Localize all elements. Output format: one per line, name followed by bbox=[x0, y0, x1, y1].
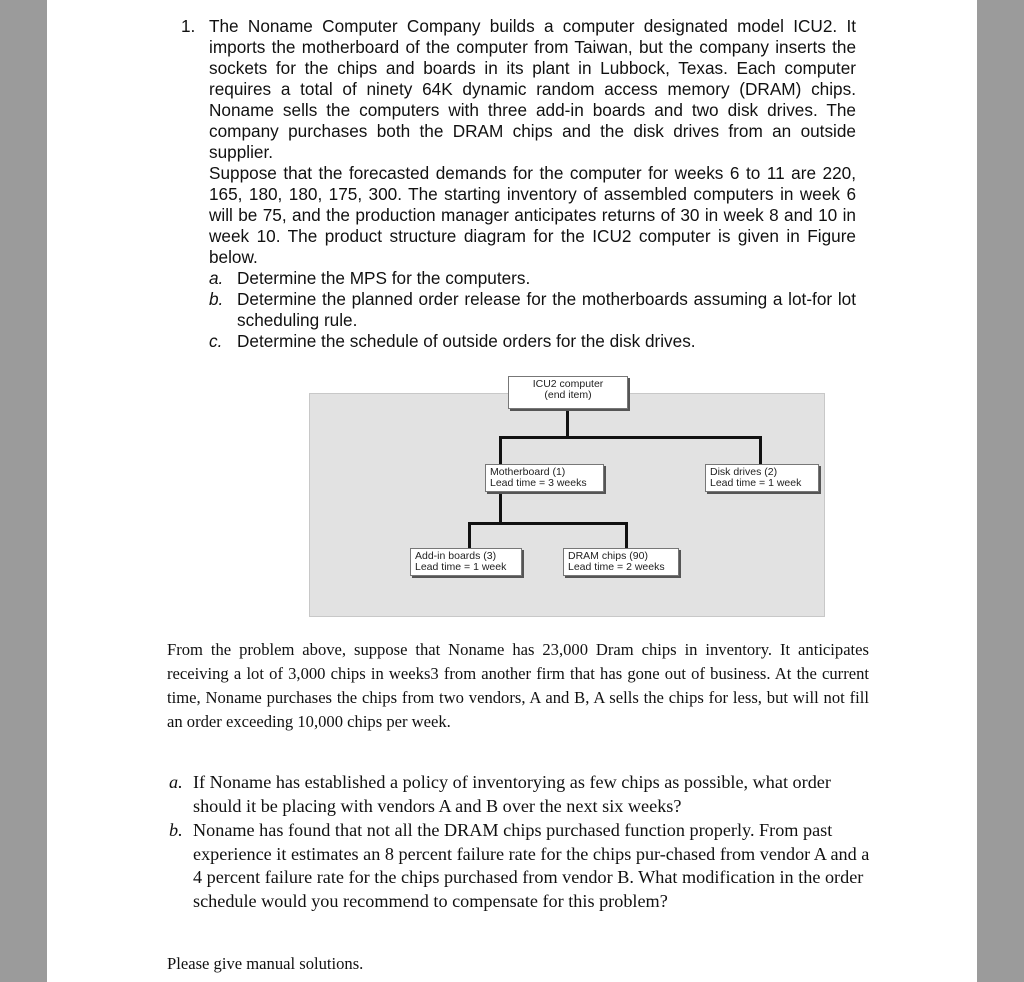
problem-paragraph-1: The Noname Computer Company builds a computer designated model ICU2. It imports the motherboard of the computer from Taiwan, but the company inserts the sockets for the chips and boards in its plant in Lubbock, Texas. Each computer requires a total of ninety 64K dynamic random access memory (DRAM) chips. Noname sells the computers with three add-in boards and two disk drives. The company purchases both the DRAM chips and the disk drives from an outside supplier. bbox=[209, 16, 856, 162]
document-page bbox=[47, 0, 977, 982]
problem-paragraph-2: Suppose that the forecasted demands for the computer for weeks 6 to 11 are 220, 165, 180, 180, 175, 300. The starting inventory of assembled computers in week 6 will be 75, and the production manager anticipates returns of 30 in week 8 and 10 in week 10. The product structure diagram for the ICU2 computer is given in Figure below. bbox=[209, 163, 856, 267]
connector-disk-up bbox=[759, 436, 762, 466]
connector-addin-up bbox=[468, 522, 471, 548]
subquestion-b: b. Determine the planned order release for the motherboards assuming a lot-for lot scheduling rule. bbox=[209, 289, 856, 330]
connector-motherboard-up bbox=[499, 436, 502, 466]
subquestion-c: c. Determine the schedule of outside orders for the disk drives. bbox=[209, 331, 696, 351]
product-structure-diagram bbox=[309, 378, 825, 617]
problem-2-paragraph: From the problem above, suppose that Noname has 23,000 Dram chips in inventory. It anticipates receiving a lot of 3,000 chips in weeks3 from another firm that has gone out of business. At the current time, Noname purchases the chips from two vendors, A and B, A sells the chips for less, but will not fill an order exceeding 10,000 chips per week. bbox=[167, 640, 869, 731]
node-icu2-computer: ICU2 computer (end item) bbox=[508, 376, 628, 409]
node-disk-drives: Disk drives (2) Lead time = 1 week bbox=[705, 464, 819, 492]
node-dram-chips: DRAM chips (90) Lead time = 2 weeks bbox=[563, 548, 679, 576]
problem-number: 1. bbox=[181, 16, 196, 36]
connector-dram-up bbox=[625, 522, 628, 548]
connector-level1-bar bbox=[499, 436, 762, 439]
connector-motherboard-down bbox=[499, 491, 502, 523]
question-b: b. Noname has found that not all the DRAM chips purchased function properly. From past experience it estimates an 8 percent failure rate for the chips pur-chased from vendor A and a 4 percent failure rate for the chips purchased from vendor B. What modification in the order schedule would you recommend to compensate for this problem? bbox=[169, 820, 870, 911]
connector-root-down bbox=[566, 409, 569, 437]
connector-level2-bar bbox=[468, 522, 628, 525]
problem-2-questions bbox=[169, 771, 874, 914]
node-addin-boards: Add-in boards (3) Lead time = 1 week bbox=[410, 548, 522, 576]
node-motherboard: Motherboard (1) Lead time = 3 weeks bbox=[485, 464, 604, 492]
subquestion-a: a. Determine the MPS for the computers. bbox=[209, 268, 531, 288]
problem-1 bbox=[181, 16, 856, 352]
closing-note: Please give manual solutions. bbox=[167, 954, 364, 973]
question-a: a. If Noname has established a policy of inventorying as few chips as possible, what order should it be placing with vendors A and B over the next six weeks? bbox=[169, 772, 831, 816]
